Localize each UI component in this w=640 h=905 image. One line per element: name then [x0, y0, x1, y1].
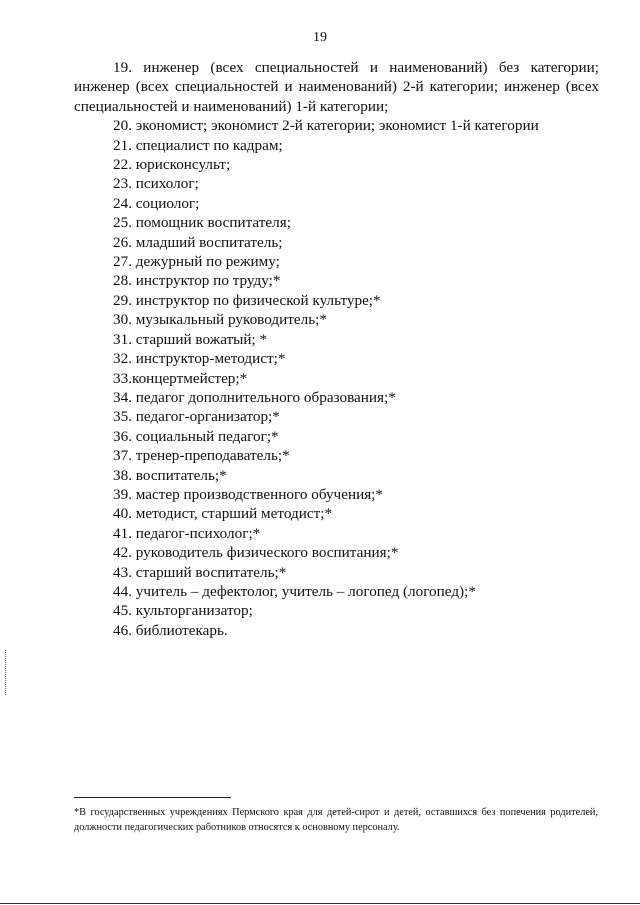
list-item: 44. учитель – дефектолог, учитель – логопед (логопед);*: [113, 582, 476, 600]
page-number: 19: [313, 30, 327, 45]
list-item: 34. педагог дополнительного образования;*: [113, 388, 396, 406]
list-item: 21. специалист по кадрам;: [113, 136, 283, 154]
footnote: *В государственных учреждениях Пермского края для детей-сирот и детей, оставшихся без попечения родителей, должности педагогических работников относятся к основному персоналу.: [74, 807, 598, 833]
list-item: 39. мастер производственного обучения;*: [113, 485, 383, 503]
list-item: 23. психолог;: [113, 175, 199, 193]
list-item: 20. экономист; экономист 2-й категории; экономист 1-й категории: [113, 117, 539, 135]
list-item: 22. юрисконсульт;: [113, 156, 231, 174]
list-item: 45. культорганизатор;: [113, 602, 253, 620]
list-item: 28. инструктор по труду;*: [113, 272, 281, 290]
list-item: 19. инженер (всех специальностей и наименований) без категории; инженер (всех специальностей и наименований) 2-й категории; инженер (всех специальностей и наименований) 1-й категории;: [74, 59, 599, 115]
footnote-separator: [74, 797, 231, 798]
list-item: 41. педагог-психолог;*: [113, 524, 261, 542]
list-item: 40. методист, старший методист;*: [113, 505, 333, 523]
list-item: 29. инструктор по физической культуре;*: [113, 291, 381, 309]
position-list: [74, 58, 599, 640]
list-item: 27. дежурный по режиму;: [113, 253, 280, 271]
list-item: 37. тренер-преподаватель;*: [113, 447, 290, 465]
list-item: 33.концертмейстер;*: [113, 369, 248, 387]
list-item: 36. социальный педагог;*: [113, 427, 279, 445]
list-item: 42. руководитель физического воспитания;*: [113, 544, 399, 562]
list-item: 26. младший воспитатель;: [113, 233, 283, 251]
list-item: 32. инструктор-методист;*: [113, 350, 286, 368]
list-item: 43. старший воспитатель;*: [113, 563, 287, 581]
page-bottom-edge: [0, 903, 640, 904]
list-item: 38. воспитатель;*: [113, 466, 227, 484]
list-item: 25. помощник воспитателя;: [113, 214, 291, 232]
list-item: 46. библиотекарь.: [113, 621, 228, 639]
list-item: 35. педагог-организатор;*: [113, 408, 280, 426]
list-item: 24. социолог;: [113, 194, 200, 212]
list-item: 30. музыкальный руководитель;*: [113, 311, 327, 329]
scan-margin-mark: [5, 650, 7, 695]
list-item: 31. старший вожатый; *: [113, 330, 268, 348]
